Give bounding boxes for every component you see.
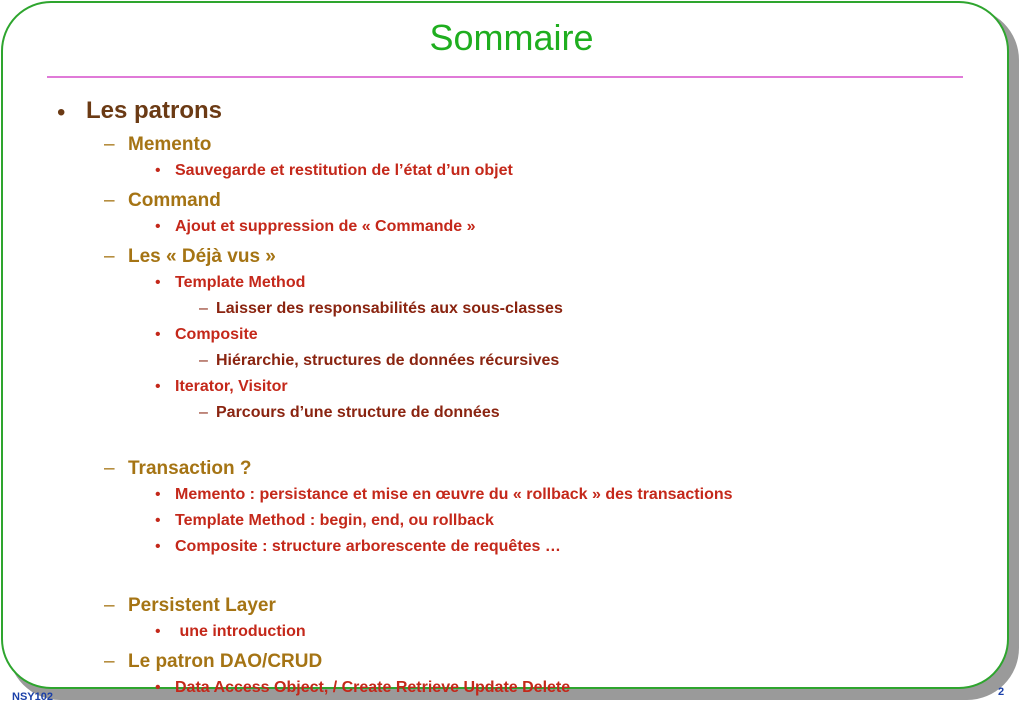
outline-item-template-method: Template Method — [175, 274, 306, 291]
outline-item-persistent-layer: Persistent Layer — [128, 595, 276, 616]
dash-marker: – — [104, 134, 115, 155]
bullet-marker: • — [155, 378, 161, 395]
bullet-marker: • — [155, 274, 161, 291]
bullet-marker: • — [57, 99, 66, 126]
footer-course-code: NSY102 — [12, 691, 53, 703]
title-divider — [47, 76, 963, 78]
bullet-marker: • — [155, 538, 161, 555]
dash-marker: – — [199, 300, 208, 317]
bullet-marker: • — [155, 326, 161, 343]
dash-marker: – — [104, 190, 115, 211]
dash-marker: – — [199, 352, 208, 369]
bullet-marker: • — [155, 218, 161, 235]
footer-page-number: 2 — [998, 686, 1005, 698]
outline-item-template-method-desc: Laisser des responsabilités aux sous-classes — [216, 300, 563, 317]
outline-item-transaction-composite: Composite : structure arborescente de requêtes … — [175, 538, 561, 555]
dash-marker: – — [104, 595, 115, 616]
outline-item-composite: Composite — [175, 326, 258, 343]
bullet-marker: • — [155, 679, 161, 696]
dash-marker: – — [104, 651, 115, 672]
outline-item-iterator-visitor-desc: Parcours d’une structure de données — [216, 404, 500, 421]
bullet-marker: • — [155, 486, 161, 503]
dash-marker: – — [199, 404, 208, 421]
outline-item-deja-vus: Les « Déjà vus » — [128, 246, 276, 267]
outline-item-command-desc: Ajout et suppression de « Commande » — [175, 218, 476, 235]
bullet-marker: • — [155, 162, 161, 179]
outline-item-dao-crud: Le patron DAO/CRUD — [128, 651, 323, 672]
outline-item-memento-desc: Sauvegarde et restitution de l’état d’un objet — [175, 162, 513, 179]
dash-marker: – — [104, 246, 115, 267]
slide-title: Sommaire — [429, 17, 594, 58]
outline-item-memento: Memento — [128, 134, 212, 155]
outline-item-les-patrons: Les patrons — [86, 97, 223, 124]
outline-item-composite-desc: Hiérarchie, structures de données récursives — [216, 352, 560, 369]
outline-item-command: Command — [128, 190, 221, 211]
outline-item-transaction-memento: Memento : persistance et mise en œuvre du « rollback » des transactions — [175, 486, 733, 503]
bullet-marker: • — [155, 512, 161, 529]
outline-item-iterator-visitor: Iterator, Visitor — [175, 378, 288, 395]
outline-item-persistent-intro: une introduction — [175, 623, 306, 640]
dash-marker: – — [104, 458, 115, 479]
outline-item-dao-crud-desc: Data Access Object, / Create Retrieve Update Delete — [175, 679, 571, 696]
outline-item-transaction: Transaction ? — [128, 458, 252, 479]
outline-item-transaction-template: Template Method : begin, end, ou rollback — [175, 512, 494, 529]
bullet-marker: • — [155, 623, 161, 640]
